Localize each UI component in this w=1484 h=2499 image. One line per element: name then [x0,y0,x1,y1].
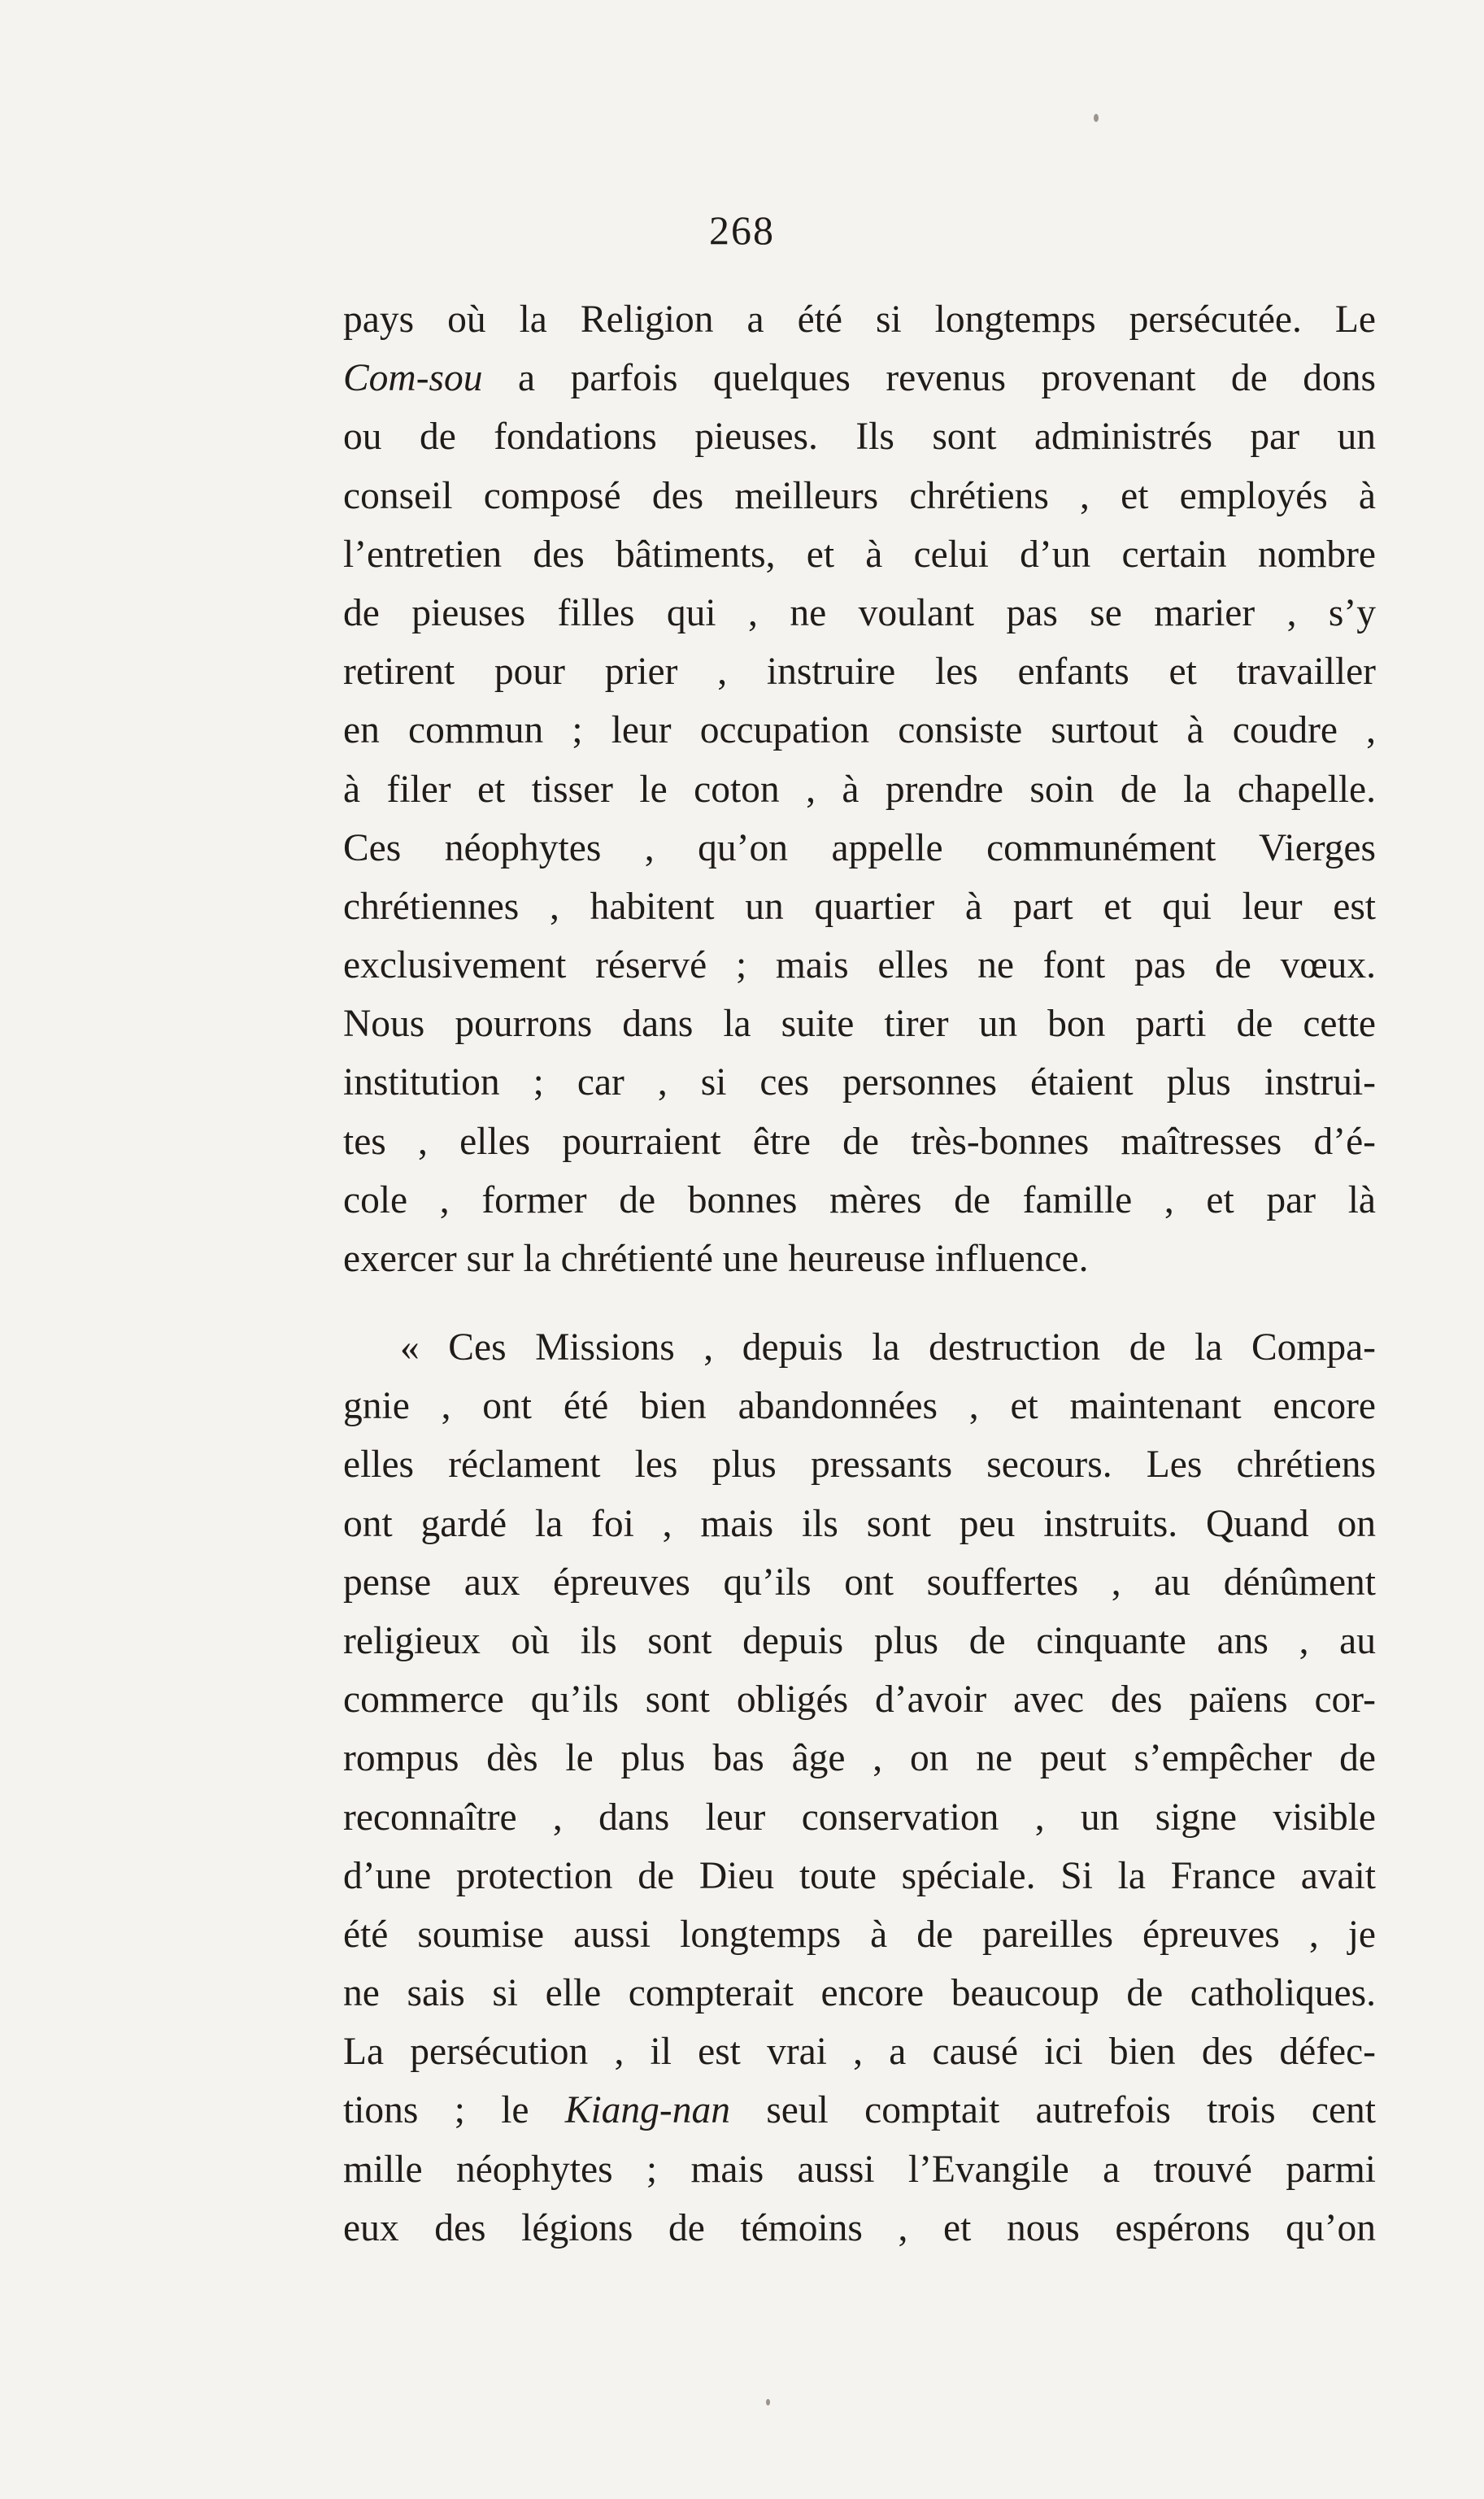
paragraph-1 [343,290,1376,1288]
text-line: pays où la Religion a été si longtemps persécutée. Le [343,298,1376,341]
text-line: rompus dès le plus bas âge , on ne peut s’empêcher de [343,1737,1376,1780]
text-line: eux des légions de témoins , et nous espérons qu’on [343,2206,1376,2249]
text-line: à filer et tisser le coton , à prendre soin de la chapelle. [343,768,1376,811]
text-line: elles réclament les plus pressants secours. Les chrétiens [343,1443,1376,1487]
text-line: d’une protection de Dieu toute spéciale. Si la France avait [343,1854,1376,1897]
page-number: 268 [709,207,775,253]
paper-speck [1094,114,1099,122]
text-line: mille néophytes ; mais aussi l’Evangile a trouvé parmi [343,2148,1376,2191]
italic-term: Kiang-nan [564,2089,730,2132]
text-line: commerce qu’ils sont obligés d’avoir avec des païens cor- [343,1678,1376,1722]
text-line: ou de fondations pieuses. Ils sont administrés par un [343,416,1376,459]
text-line: reconnaître , dans leur conservation , un signe visible [343,1796,1376,1839]
text-line [343,2081,1376,2140]
text-line: conseil composé des meilleurs chrétiens , et employés à [343,474,1376,517]
text-line: retirent pour prier , instruire les enfants et travailler [343,651,1376,694]
text-line: ne sais si elle compterait encore beaucoup de catholiques. [343,1972,1376,2015]
text-line: l’entretien des bâtiments, et à celui d’un certain nombre [343,533,1376,576]
italic-term: Com-sou [343,357,483,400]
text-line: Nous pourrons dans la suite tirer un bon parti de cette [343,1003,1376,1046]
text-line: ont gardé la foi , mais ils sont peu instruits. Quand on [343,1502,1376,1545]
text-line: en commun ; leur occupation consiste surtout à coudre , [343,709,1376,752]
text-line: exclusivement réservé ; mais elles ne font pas de vœux. [343,944,1376,987]
text-line: La persécution , il est vrai , a causé ici bien des défec- [343,2031,1376,2074]
paragraph-2 [343,1318,1376,2257]
text-line: cole , former de bonnes mères de famille , et par là [343,1178,1376,1221]
text-line-rest: seul comptait autrefois trois cent [766,2089,1377,2132]
text-line: pense aux épreuves qu’ils ont souffertes , au dénûment [343,1561,1376,1604]
text-line: été soumise aussi longtemps à de pareilles épreuves , je [343,1913,1376,1956]
text-line [343,349,1376,407]
text-line: de pieuses filles qui , ne voulant pas se marier , s’y [343,591,1376,634]
text-line: chrétiennes , habitent un quartier à part et qui leur est [343,885,1376,928]
text-line: exercer sur la chrétienté une heureuse influence. [343,1238,1089,1280]
text-line: gnie , ont été bien abandonnées , et maintenant encore [343,1385,1376,1428]
text-line: « Ces Missions , depuis la destruction de la Compa- [400,1326,1376,1369]
text-line: institution ; car , si ces personnes étaient plus instrui- [343,1061,1376,1104]
paper-speck [766,2399,770,2405]
text-line-start: tions ; le [343,2089,529,2132]
text-line: religieux où ils sont depuis plus de cinquante ans , au [343,1619,1376,1662]
text-line-rest: a parfois quelques revenus provenant de dons [518,357,1376,400]
text-line: tes , elles pourraient être de très-bonnes maîtresses d’é- [343,1120,1376,1163]
text-line: Ces néophytes , qu’on appelle communément Vierges [343,826,1376,869]
